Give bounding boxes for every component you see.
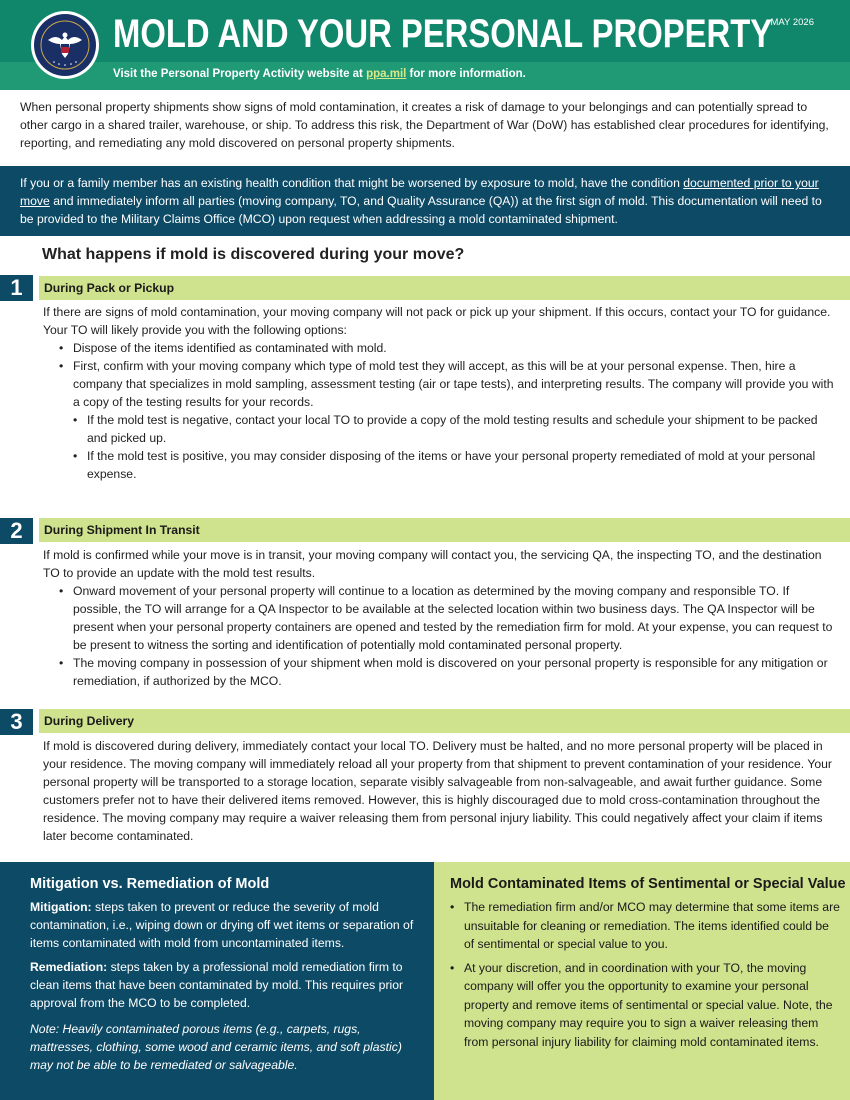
bullet-icon: • bbox=[73, 449, 78, 463]
list-item-text: At your discretion, and in coordination with your TO, the moving company will offer you the opportunity to examine your personal property and remove items of sentimental or special value. Note, the moving company may require you to sign a waiver releasing them from personal injury liability for claiming mold contaminated items. bbox=[464, 960, 833, 1049]
documented-link[interactable]: documented prior to your move bbox=[20, 176, 819, 208]
step-title-1: During Pack or Pickup bbox=[44, 281, 175, 295]
remediation-text: steps taken by a professional mold remediation firm to clean items that have been contaminated by mold. This requires prior approval from the MCO to be completed. bbox=[30, 960, 404, 1010]
step2-para: If mold is confirmed while your move is in transit, your moving company will contact you, the servicing QA, the inspecting TO, and the destination TO to provide an update with the mold test results. bbox=[43, 548, 822, 580]
sub-list-item bbox=[43, 411, 838, 447]
bullet-icon: • bbox=[59, 341, 64, 355]
step3-para: If mold is discovered during delivery, immediately contact your local TO. Delivery must be halted, and no more personal property will be placed in your residence. The moving company will immediately reload all your property from that shipment to prevent contamination of your residence. Your personal property will be transported to a storage location, separate visibly salvageable from non-salvageable, and await further guidance. Some customers prefer not to have their delivered items removed. However, this is highly discouraged due to mold cross-contamination throughout the residence. The moving company may require a waiver releasing them from personal injury liability. This could negatively affect your claim if items later become contaminated. bbox=[43, 739, 832, 843]
website-note-suffix: for more information. bbox=[406, 68, 526, 80]
page-title: MOLD AND YOUR PERSONAL PROPERTY bbox=[113, 12, 773, 56]
sentimental-items-box bbox=[434, 862, 850, 1100]
sub-list-item bbox=[43, 447, 838, 483]
step-number-3: 3 bbox=[0, 709, 33, 735]
porous-items-note: Note: Heavily contaminated porous items (e.g., carpets, rugs, mattresses, clothing, some wood and ceramic items, and soft plastic) may not be able to be remediated or salvageable. bbox=[30, 1022, 402, 1072]
list-item-text: First, confirm with your moving company which type of mold test they will accept, as this will be at your personal expense. Then, hire a company that specializes in mold sampling, assessment testing (air or tape tests), and interpreting results. The company will provide you with a copy of the testing results for your records. bbox=[73, 359, 834, 409]
dow-seal-icon bbox=[31, 11, 99, 79]
bullet-icon: • bbox=[73, 413, 78, 427]
alert-text-post: and immediately inform all parties (moving company, TO, and Quality Assurance (QA)) at the first sign of mold. This documentation will need to be provided to the Military Claims Office (MCO) upon request when addressing a mold contaminated shipment. bbox=[20, 194, 822, 226]
step-header-3 bbox=[39, 709, 850, 733]
website-note bbox=[113, 68, 526, 80]
bullet-icon: • bbox=[59, 656, 64, 670]
alert-text-pre: If you or a family member has an existing health condition that might be worsened by exposure to mold, have the condition bbox=[20, 176, 684, 190]
bullet-icon: • bbox=[450, 900, 455, 914]
list-item bbox=[43, 357, 838, 411]
step-body-2 bbox=[43, 546, 838, 690]
list-item-text: Dispose of the items identified as contaminated with mold. bbox=[73, 341, 387, 355]
list-item bbox=[43, 582, 838, 654]
remediation-label: Remediation: bbox=[30, 960, 108, 974]
list-item bbox=[450, 898, 840, 954]
bullet-icon: • bbox=[450, 960, 455, 975]
ppa-link[interactable]: ppa.mil bbox=[366, 68, 407, 80]
section-heading: What happens if mold is discovered during your move? bbox=[42, 246, 465, 263]
health-alert-box bbox=[0, 166, 850, 236]
step-header-1 bbox=[39, 276, 850, 300]
sentimental-title: Mold Contaminated Items of Sentimental or Special Value bbox=[450, 876, 846, 892]
mitigation-body bbox=[30, 898, 420, 1080]
mitigation-label: Mitigation: bbox=[30, 900, 92, 914]
list-item-text: If the mold test is positive, you may consider disposing of the items or have your personal property remediated of mold at your personal expense. bbox=[87, 449, 816, 481]
eagle-icon bbox=[34, 14, 96, 76]
step-body-3 bbox=[43, 737, 838, 845]
list-item-text: The moving company in possession of your shipment when mold is discovered on your personal property is responsible for any mitigation or remediation, if authorized by the MCO. bbox=[73, 656, 828, 688]
header-banner bbox=[0, 0, 850, 90]
health-alert-text bbox=[20, 174, 835, 228]
mitigation-text: steps taken to prevent or reduce the severity of mold contamination, i.e., wiping down or drying off wet items or separation of items contaminated with mold from uncontaminated items. bbox=[30, 900, 414, 950]
mitigation-definition bbox=[30, 898, 420, 952]
website-note-prefix: Visit the Personal Property Activity website at bbox=[113, 68, 367, 80]
intro-paragraph: When personal property shipments show signs of mold contamination, it creates a risk of damage to your belongings and can potentially spread to other cargo in a shared trailer, warehouse, or ship. To address this risk, the Department of War (DoW) has established clear procedures for identifying, reporting, and remediating any mold discovered on personal property shipments. bbox=[20, 100, 829, 150]
step-body-1 bbox=[43, 303, 838, 483]
bullet-icon: • bbox=[59, 359, 64, 373]
bullet-icon: • bbox=[59, 584, 64, 598]
step1-options-intro: Your TO will likely provide you with the following options: bbox=[43, 323, 347, 337]
issue-date: MAY 2026 bbox=[770, 17, 814, 28]
list-item bbox=[450, 959, 840, 1052]
step-title-2: During Shipment In Transit bbox=[44, 523, 200, 537]
list-item-text: If the mold test is negative, contact your local TO to provide a copy of the mold testing results and schedule your shipment to be packed and picked up. bbox=[87, 413, 818, 445]
step-title-3: During Delivery bbox=[44, 714, 135, 728]
list-item-text: The remediation firm and/or MCO may determine that some items are unsuitable for cleaning or remediation. The items identified could be of sentimental or special value to you. bbox=[464, 900, 840, 951]
list-item-text: Onward movement of your personal property will continue to a location as determined by the moving company and responsible TO. If possible, the TO will arrange for a QA Inspector to be available at the selected location within two business days. The QA Inspector will be present when your personal property containers are opened and tested by the remediation firm for mold. At your expense, you can request to be present to witness the sorting and identification of potentially mold contaminated personal property. bbox=[73, 584, 833, 652]
step1-para: If there are signs of mold contamination, your moving company will not pack or pick up your shipment. If this occurs, contact your TO for guidance. bbox=[43, 305, 831, 319]
list-item bbox=[43, 339, 838, 357]
step-number-1: 1 bbox=[0, 275, 33, 301]
mitigation-title: Mitigation vs. Remediation of Mold bbox=[30, 876, 270, 892]
remediation-definition bbox=[30, 958, 420, 1012]
step-number-2: 2 bbox=[0, 518, 33, 544]
list-item bbox=[43, 654, 838, 690]
mitigation-remediation-box bbox=[0, 862, 434, 1100]
step-header-2 bbox=[39, 518, 850, 542]
sentimental-body bbox=[450, 898, 840, 1056]
